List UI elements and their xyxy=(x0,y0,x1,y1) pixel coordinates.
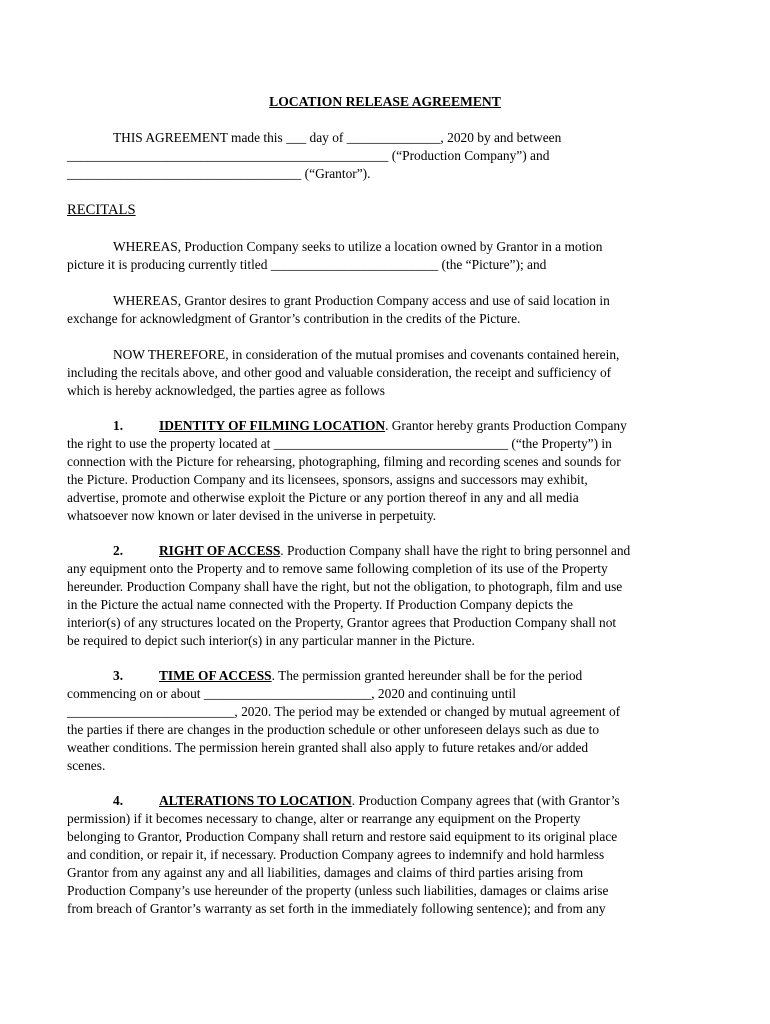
section-heading: RIGHT OF ACCESS xyxy=(159,543,281,558)
section-line: interior(s) of any structures located on the Property, Grantor agrees that Production Company shall not xyxy=(67,615,617,630)
now-therefore-line: NOW THEREFORE, in consideration of the mutual promises and covenants contained herein, xyxy=(113,347,620,362)
section-line: . Production Company shall have the right to bring personnel and xyxy=(280,543,631,558)
intro-paragraph xyxy=(67,129,697,183)
section-line: connection with the Picture for rehearsing, photographing, filming and recording scenes and sounds for xyxy=(67,454,621,469)
section-line: from breach of Grantor’s warranty as set forth in the immediately following sentence); and from any xyxy=(67,901,606,916)
whereas-paragraph-2 xyxy=(67,292,697,328)
whereas-line: picture it is producing currently titled _________________________ (the “Picture”); and xyxy=(67,257,547,272)
section-heading: TIME OF ACCESS xyxy=(159,668,272,683)
section-line: the parties if there are changes in the production schedule or other unforeseen delays such as due to xyxy=(67,722,600,737)
now-therefore-paragraph xyxy=(67,346,697,400)
section-heading: IDENTITY OF FILMING LOCATION xyxy=(159,418,386,433)
recitals-heading-block xyxy=(67,201,697,219)
section-line: hereunder. Production Company shall have the right, but not the obligation, to photograph, film and use xyxy=(67,579,623,594)
section-line: _________________________, 2020. The period may be extended or changed by mutual agreement of xyxy=(67,704,621,719)
section-line: permission) if it becomes necessary to change, alter or rearrange any equipment on the Property xyxy=(67,811,581,826)
section-line: whatsoever now known or later devised in the universe in perpetuity. xyxy=(67,508,437,523)
section-1-identity-of-filming-location xyxy=(67,417,697,525)
section-line: in the Picture the actual name connected with the Property. If Production Company depicts the xyxy=(67,597,573,612)
intro-line: THIS AGREEMENT made this ___ day of ______________, 2020 by and between xyxy=(113,130,562,145)
section-number: 1. xyxy=(113,418,124,433)
section-line: and condition, or repair it, if necessary. Production Company agrees to indemnify and hold harmless xyxy=(67,847,605,862)
section-line: commencing on or about _________________________, 2020 and continuing until xyxy=(67,686,516,701)
section-line: be required to depict such interior(s) in any particular manner in the Picture. xyxy=(67,633,475,648)
section-4-alterations-to-location xyxy=(67,792,697,918)
section-line: the Picture. Production Company and its licensees, sponsors, assigns and successors may exhibit, xyxy=(67,472,588,487)
section-line: scenes. xyxy=(67,758,106,773)
whereas-line: WHEREAS, Grantor desires to grant Production Company access and use of said location in xyxy=(113,293,610,308)
section-line: advertise, promote and otherwise exploit the Picture or any portion thereof in any and all media xyxy=(67,490,579,505)
section-number: 2. xyxy=(113,543,124,558)
now-therefore-line: which is hereby acknowledged, the parties agree as follows xyxy=(67,383,385,398)
whereas-paragraph-1 xyxy=(67,238,697,274)
now-therefore-line: including the recitals above, and other good and valuable consideration, the receipt and sufficiency of xyxy=(67,365,612,380)
section-line: . Grantor hereby grants Production Company xyxy=(385,418,627,433)
section-line: the right to use the property located at ___________________________________ (“the Property”) in xyxy=(67,436,612,451)
section-3-time-of-access xyxy=(67,667,697,775)
intro-line: ________________________________________________ (“Production Company”) and xyxy=(67,148,550,163)
recitals-heading: RECITALS xyxy=(67,202,136,218)
section-line: any equipment onto the Property and to remove same following completion of its use of the Property xyxy=(67,561,608,576)
section-line: . Production Company agrees that (with Grantor’s xyxy=(351,793,620,808)
section-line: Grantor from any against any and all liabilities, damages and claims of third parties arising from xyxy=(67,865,584,880)
whereas-line: exchange for acknowledgment of Grantor’s contribution in the credits of the Picture. xyxy=(67,311,521,326)
section-line: belonging to Grantor, Production Company shall return and restore said equipment to its original place xyxy=(67,829,618,844)
section-line: . The permission granted hereunder shall be for the period xyxy=(271,668,583,683)
whereas-line: WHEREAS, Production Company seeks to utilize a location owned by Grantor in a motion xyxy=(113,239,603,254)
document-title: LOCATION RELEASE AGREEMENT xyxy=(269,94,501,109)
section-line: Production Company’s use hereunder of the property (unless such liabilities, damages or claims arise xyxy=(67,883,609,898)
section-number: 3. xyxy=(113,668,124,683)
section-heading: ALTERATIONS TO LOCATION xyxy=(159,793,352,808)
section-line: weather conditions. The permission herein granted shall also apply to future retakes and/or added xyxy=(67,740,589,755)
intro-line: ___________________________________ (“Grantor”). xyxy=(67,166,371,181)
section-number: 4. xyxy=(113,793,124,808)
section-2-right-of-access xyxy=(67,542,697,650)
